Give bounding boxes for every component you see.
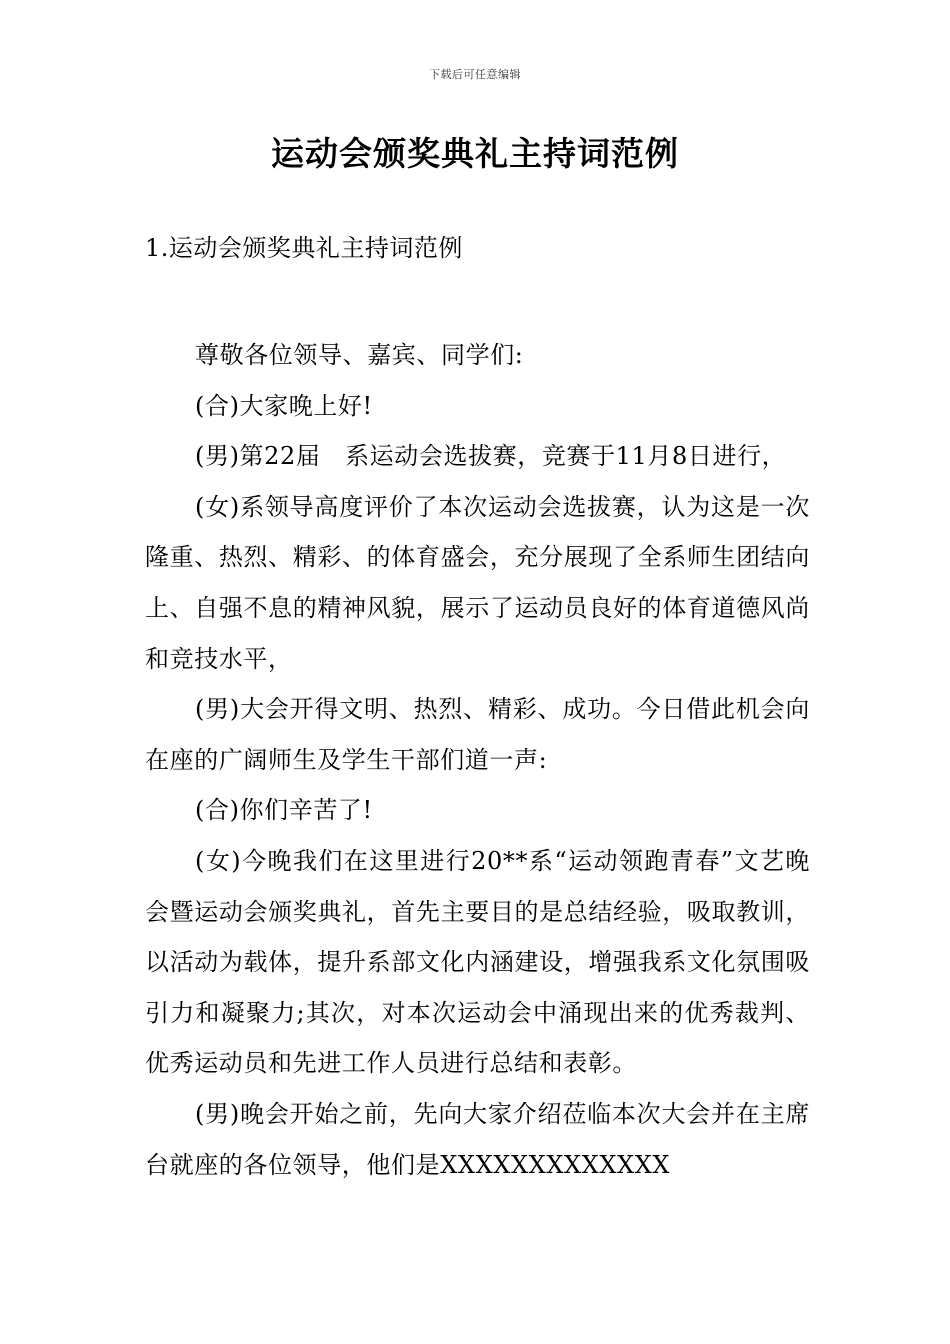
- paragraph-together-thanks: (合)你们辛苦了!: [195, 796, 373, 825]
- body-text: [145, 330, 810, 1190]
- paragraph-male-leaders: (男)晚会开始之前，先向大家介绍莅临本次大会并在主席台就座的各位领导，他们是XXXXXXXXXXXXX: [145, 1099, 810, 1179]
- paragraph-female-evaluation: (女)系领导高度评价了本次运动会选拔赛，认为这是一次隆重、热烈、精彩、的体育盛会，充分展现了全系师生团结向上、自强不息的精神风貌，展示了运动员良好的体育道德风尚和竞技水平，: [145, 492, 810, 673]
- document-title: 运动会颁奖典礼主持词范例: [271, 134, 679, 173]
- paragraph-male-success: (男)大会开得文明、热烈、精彩、成功。今日借此机会向在座的广阔师生及学生干部们道一声:: [145, 695, 810, 774]
- paragraph-together-hello: (合)大家晚上好!: [195, 391, 373, 420]
- paragraph-female-purpose: (女)今晚我们在这里进行20**系“运动领跑青春”文艺晚会暨运动会颁奖典礼，首先主要目的是总结经验，吸取教训，以活动为载体，提升系部文化内涵建设，增强我系文化氛围吸引力和凝聚力;其次，对本次运动会中涌现出来的优秀裁判、优秀运动员和先进工作人员进行总结和表彰。: [145, 846, 810, 1078]
- paragraph-male-intro: (男)第22届 系运动会选拔赛，竞赛于11月8日进行，: [195, 442, 787, 471]
- paragraph-greeting: 尊敬各位领导、嘉宾、同学们:: [195, 341, 524, 369]
- section-heading: 1.运动会颁奖典礼主持词范例: [145, 234, 463, 262]
- header-note: 下载后可任意编辑: [429, 68, 521, 81]
